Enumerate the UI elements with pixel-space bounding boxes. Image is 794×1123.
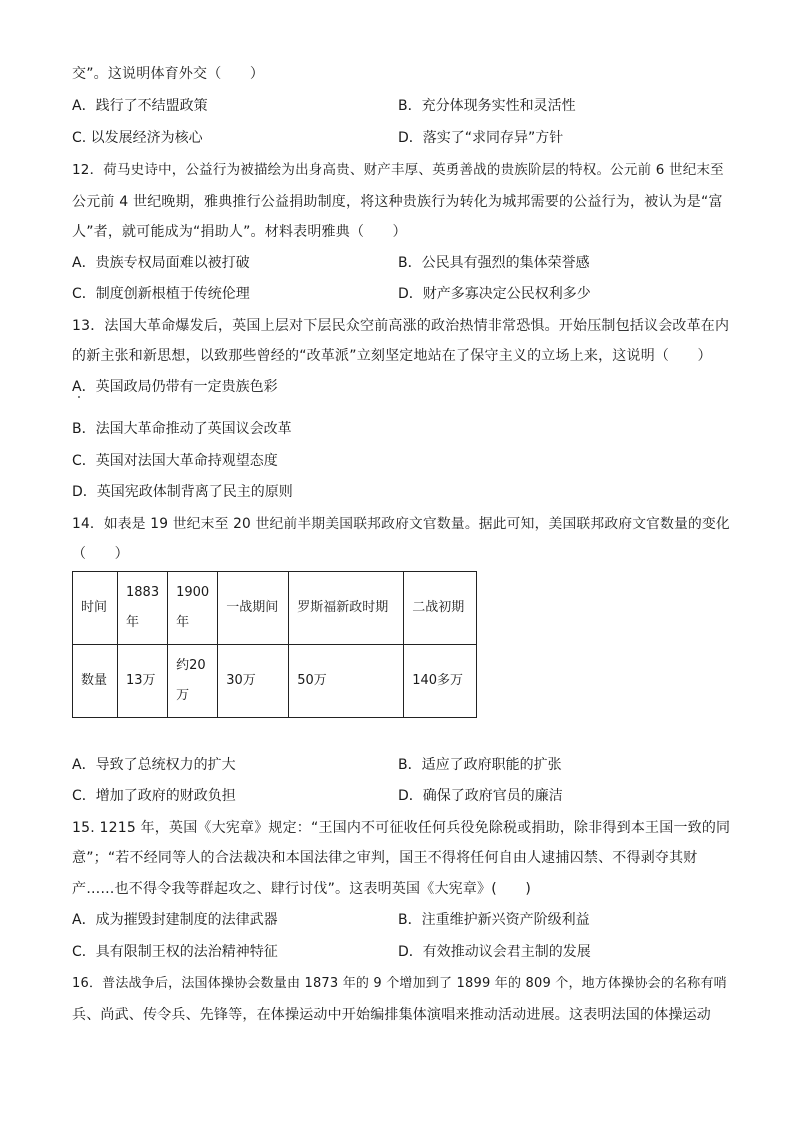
question-13-line-1: 13．法国大革命爆发后，英国上层对下层民众空前高涨的政治热情非常恐惧。开始压制包括议会改革在内 [72, 318, 730, 334]
question-14-line-1: 14．如表是 19 世纪末至 20 世纪前半期美国联邦政府文官数量。据此可知，美国联邦政府文官数量的变化 [72, 516, 730, 532]
option-a: A．英国政局仍带有一定贵族色彩 [72, 379, 278, 395]
table-cell: 时间 [73, 572, 118, 645]
stray-dot [78, 396, 80, 398]
table-cell: 1900年 [168, 572, 218, 645]
option-a: A．成为摧毁封建制度的法律武器 [72, 912, 278, 928]
option-c: C. 以发展经济为核心 [72, 130, 203, 146]
option-b: B．法国大革命推动了英国议会改革 [72, 421, 292, 437]
option-d: D．有效推动议会君主制的发展 [398, 944, 591, 960]
table-cell: 二战初期 [404, 572, 477, 645]
table-cell: 罗斯福新政时期 [289, 572, 404, 645]
option-d: D．英国宪政体制背离了民主的原则 [72, 484, 293, 500]
option-b: B．公民具有强烈的集体荣誉感 [398, 255, 590, 271]
option-c: C．制度创新根植于传统伦理 [72, 286, 250, 302]
option-c: C．增加了政府的财政负担 [72, 788, 236, 804]
question-12-line-2: 公元前 4 世纪晚期，雅典推行公益捐助制度，将这种贵族行为转化为城邦需要的公益行为，被认为是“富 [72, 194, 723, 210]
table-cell: 数量 [73, 645, 118, 718]
table-cell: 140多万 [404, 645, 477, 718]
table-row [73, 645, 477, 718]
question-15-line-2: 意”；“若不经同等人的合法裁决和本国法律之审判，国王不得将任何自由人逮捕囚禁、不得剥夺其财 [72, 850, 698, 866]
data-table [72, 571, 477, 718]
question-14-line-2: （ ） [72, 546, 129, 562]
question-16-line-2: 兵、尚武、传令兵、先锋等，在体操运动中开始编排集体演唱来推动活动进展。这表明法国的体操运动 [72, 1007, 711, 1023]
question-15-line-3: 产……也不得令我等群起攻之、肆行讨伐”。这表明英国《大宪章》( ) [72, 881, 531, 897]
option-a: A．贵族专权局面难以被打破 [72, 255, 250, 271]
option-b: B．注重维护新兴资产阶级利益 [398, 912, 590, 928]
question-11-tail: 交”。这说明体育外交（ ） [72, 66, 265, 82]
option-b: B．充分体现务实性和灵活性 [398, 98, 576, 114]
question-16-line-1: 16．普法战争后，法国体操协会数量由 1873 年的 9 个增加到了 1899 年的 809 个，地方体操协会的名称有哨 [72, 976, 727, 991]
table-cell: 13万 [118, 645, 168, 718]
option-c: C．具有限制王权的法治精神特征 [72, 944, 278, 960]
question-12-line-1: 12．荷马史诗中，公益行为被描绘为出身高贵、财产丰厚、英勇善战的贵族阶层的特权。公元前 6 世纪末至 [72, 162, 724, 178]
table-cell: 约20万 [168, 645, 218, 718]
option-a: A．导致了总统权力的扩大 [72, 757, 236, 773]
option-d: D．确保了政府官员的廉洁 [398, 788, 563, 804]
table-cell: 30万 [218, 645, 289, 718]
option-d: D．落实了“求同存异”方针 [398, 130, 564, 146]
question-13-line-2: 的新主张和新思想，以致那些曾经的“改革派”立刻坚定地站在了保守主义的立场上来，这说明（ ） [72, 348, 712, 364]
table-cell: 1883年 [118, 572, 168, 645]
table-cell: 50万 [289, 645, 404, 718]
question-12-line-3: 人”者，就可能成为“捐助人”。材料表明雅典（ ） [72, 224, 407, 240]
option-c: C．英国对法国大革命持观望态度 [72, 453, 278, 469]
table-cell: 一战期间 [218, 572, 289, 645]
option-b: B．适应了政府职能的扩张 [398, 757, 562, 773]
option-a: A．践行了不结盟政策 [72, 98, 208, 114]
question-15-line-1: 15. 1215 年，英国《大宪章》规定：“王国内不可征收任何兵役免除税或捐助，除非得到本王国一致的同 [72, 820, 731, 836]
table-header-row [73, 572, 477, 645]
option-d: D．财产多寡决定公民权利多少 [398, 286, 591, 302]
